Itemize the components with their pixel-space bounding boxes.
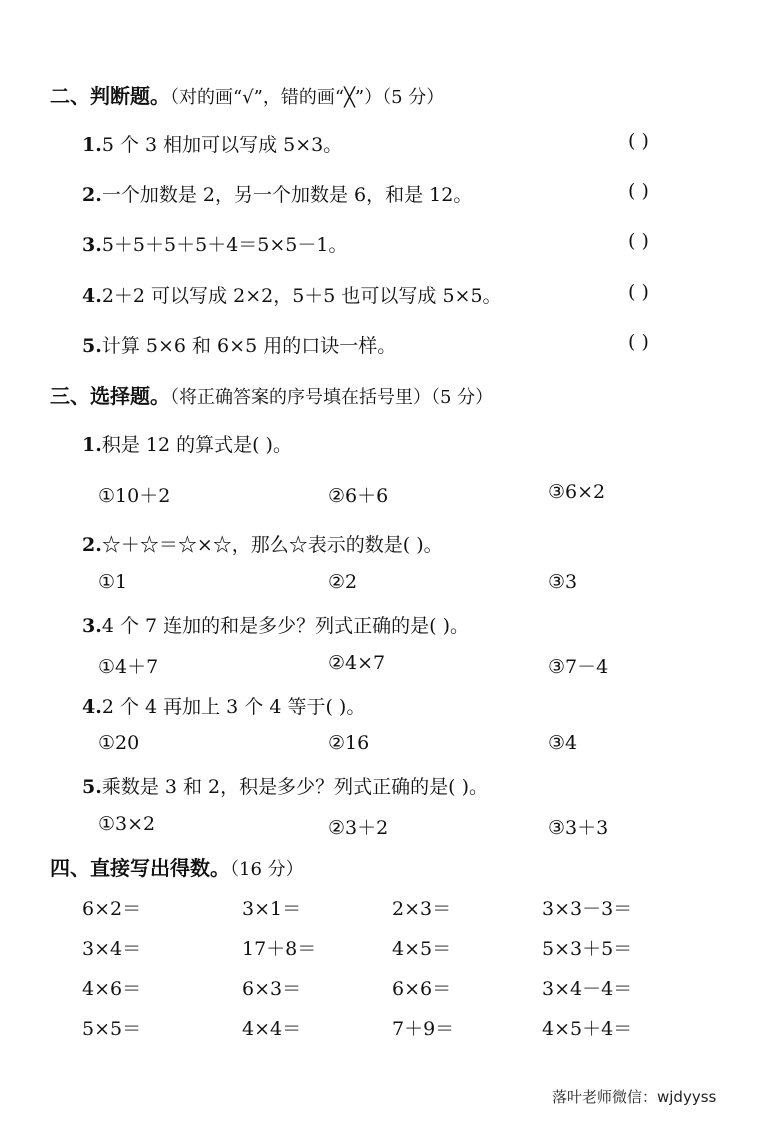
section-choice-heading xyxy=(50,380,493,409)
choice-option[interactable]: ③4 xyxy=(548,732,578,754)
choice-option[interactable]: ②16 xyxy=(328,732,370,754)
section-calc-heading xyxy=(50,852,304,881)
judge-question-4 xyxy=(82,281,502,308)
section-judge-title: 二、判断题。 xyxy=(50,84,170,108)
choice-question-5 xyxy=(82,772,488,799)
choice-question-1 xyxy=(82,430,292,457)
calc-item: 4×4＝ xyxy=(242,1018,302,1040)
question-number: 1. xyxy=(82,134,102,156)
choice-option[interactable]: ①3×2 xyxy=(98,813,156,835)
calc-item: 6×2＝ xyxy=(82,898,142,920)
question-text: ☆＋☆＝☆×☆，那么☆表示的数是( )。 xyxy=(101,534,443,556)
calc-item: 4×5＝ xyxy=(392,938,452,960)
section-choice-subtitle: （将正确答案的序号填在括号里）（5 分） xyxy=(170,387,494,408)
calc-item: 4×5＋4＝ xyxy=(542,1018,633,1040)
calc-item: 5×5＝ xyxy=(82,1018,142,1040)
answer-blank[interactable]: ( ) xyxy=(628,281,649,303)
calc-item: 4×6＝ xyxy=(82,978,142,1000)
choice-option[interactable]: ②6＋6 xyxy=(328,485,389,507)
choice-option[interactable]: ③3 xyxy=(548,571,578,593)
question-text: 5 个 3 相加可以写成 5×3。 xyxy=(101,134,343,156)
choice-question-4 xyxy=(82,692,365,719)
choice-option[interactable]: ①10＋2 xyxy=(98,485,171,507)
section-choice-title: 三、选择题。 xyxy=(50,384,170,408)
question-number: 4. xyxy=(82,285,102,307)
question-number: 1. xyxy=(82,434,102,456)
choice-option[interactable]: ③3＋3 xyxy=(548,817,609,839)
calc-item: 2×3＝ xyxy=(392,898,452,920)
calc-item: 3×3－3＝ xyxy=(542,898,633,920)
question-text: 2 个 4 再加上 3 个 4 等于( )。 xyxy=(101,696,366,718)
question-text: 一个加数是 2，另一个加数是 6，和是 12。 xyxy=(101,184,473,206)
question-text: 计算 5×6 和 6×5 用的口诀一样。 xyxy=(101,335,397,357)
calc-item: 7＋9＝ xyxy=(392,1018,455,1040)
calc-item: 6×6＝ xyxy=(392,978,452,1000)
question-text: 4 个 7 连加的和是多少？列式正确的是( )。 xyxy=(101,615,470,637)
section-calc-title: 四、直接写出得数。 xyxy=(50,856,230,880)
choice-option[interactable]: ①4＋7 xyxy=(98,656,159,678)
choice-option[interactable]: ②2 xyxy=(328,571,358,593)
question-text: 2＋2 可以写成 2×2，5＋5 也可以写成 5×5。 xyxy=(101,285,502,307)
choice-option[interactable]: ③6×2 xyxy=(548,481,606,503)
question-text: 积是 12 的算式是( )。 xyxy=(101,434,292,456)
section-calc-subtitle: （16 分） xyxy=(230,859,304,880)
judge-question-2 xyxy=(82,180,472,207)
choice-option[interactable]: ②4×7 xyxy=(328,652,386,674)
question-text: 乘数是 3 和 2，积是多少？列式正确的是( )。 xyxy=(101,776,489,798)
question-number: 2. xyxy=(82,534,102,556)
question-number: 4. xyxy=(82,696,102,718)
answer-blank[interactable]: ( ) xyxy=(628,130,649,152)
section-judge-heading xyxy=(50,80,444,109)
calc-item: 3×4＝ xyxy=(82,938,142,960)
calc-item: 3×4－4＝ xyxy=(542,978,633,1000)
calc-item: 17＋8＝ xyxy=(242,938,317,960)
choice-option[interactable]: ③7－4 xyxy=(548,656,609,678)
judge-question-5 xyxy=(82,331,396,358)
choice-question-3 xyxy=(82,611,469,638)
choice-option[interactable]: ①20 xyxy=(98,732,140,754)
question-text: 5＋5＋5＋5＋4＝5×5－1。 xyxy=(101,234,348,256)
question-number: 5. xyxy=(82,335,102,357)
answer-blank[interactable]: ( ) xyxy=(628,230,649,252)
section-judge-subtitle: （对的画“√”，错的画“╳”）（5 分） xyxy=(170,87,445,108)
question-number: 3. xyxy=(82,615,102,637)
choice-option[interactable]: ①1 xyxy=(98,571,128,593)
question-number: 3. xyxy=(82,234,102,256)
answer-blank[interactable]: ( ) xyxy=(628,331,649,353)
question-number: 5. xyxy=(82,776,102,798)
calc-item: 3×1＝ xyxy=(242,898,302,920)
choice-question-2 xyxy=(82,530,443,557)
judge-question-3 xyxy=(82,230,347,257)
calc-item: 5×3＋5＝ xyxy=(542,938,633,960)
answer-blank[interactable]: ( ) xyxy=(628,180,649,202)
question-number: 2. xyxy=(82,184,102,206)
calc-item: 6×3＝ xyxy=(242,978,302,1000)
choice-option[interactable]: ②3＋2 xyxy=(328,817,389,839)
footer-contact: 落叶老师微信：wjdyyss xyxy=(552,1088,717,1106)
judge-question-1 xyxy=(82,130,342,157)
